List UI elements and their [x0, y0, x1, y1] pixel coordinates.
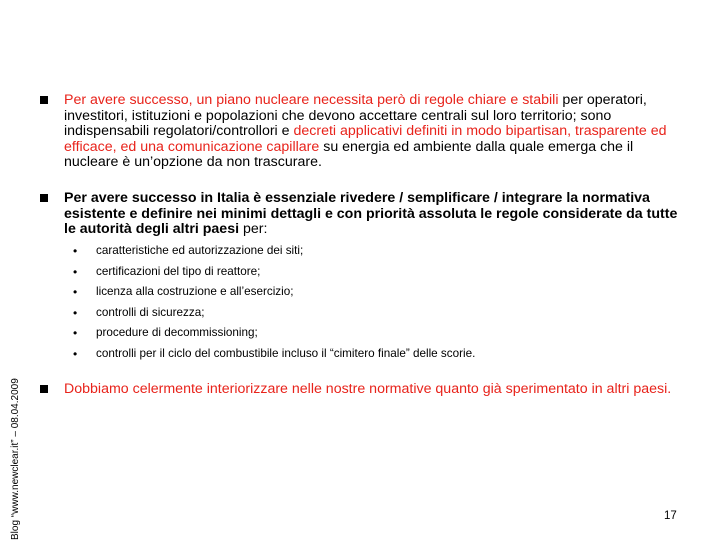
dot-bullet-icon: • [73, 264, 78, 279]
dot-bullet-icon: • [73, 305, 78, 320]
bullet-1-red-intro: Per avere successo, un piano nucleare necessita però di regole chiare e stabili [64, 92, 559, 108]
list-item [73, 244, 633, 265]
bullet-2-tail: per: [239, 221, 268, 238]
list-item [73, 347, 633, 368]
dot-bullet-icon: • [73, 326, 78, 340]
list-item [73, 326, 633, 347]
list-item-text: controlli per il ciclo del combustibile incluso il “cimitero finale” delle scorie. [96, 346, 476, 360]
bullet-3-text: Dobbiamo celermente interiorizzare nelle nostre normative quanto già sperimentato in altri paesi. [64, 381, 672, 397]
list-item-text: controlli di sicurezza; [96, 305, 205, 319]
square-bullet-icon [40, 385, 48, 393]
bullet-2 [40, 191, 680, 238]
list-item-text: certificazioni del tipo di reattore; [96, 264, 261, 278]
bullet-1-text [64, 93, 680, 171]
list-item [73, 285, 633, 306]
dot-bullet-icon: • [73, 346, 78, 361]
bullet-3 [40, 382, 680, 398]
dot-bullet-icon: • [73, 244, 78, 258]
dot-bullet-icon: • [73, 285, 78, 299]
list-item-text: licenza alla costruzione e all’esercizio; [96, 285, 294, 298]
square-bullet-icon [40, 194, 48, 202]
page-number: 17 [664, 510, 677, 522]
bullet-2-text [64, 191, 680, 238]
list-item [73, 306, 633, 327]
list-item-text: caratteristiche ed autorizzazione dei siti; [96, 244, 304, 257]
square-bullet-icon [40, 96, 48, 104]
bullet-1-body: per operatori, investitori, istituzioni e popolazioni che devono accettare centrali sul loro territorio; sono indispensabili regolatori/controllori e [64, 92, 647, 140]
bullet-1-red-highlight: decreti applicativi definiti in modo bipartisan, trasparente ed efficace, ed una comunicazione capillare [64, 123, 667, 155]
bullet-2-bold-text: Per avere successo in Italia è essenziale rivedere / semplificare / integrare la normativa esistente e definire nei minimi dettagli e con priorità assoluta le regole considerate da tutte le autorità degli altri paesi [64, 190, 678, 238]
side-caption: Blog “www.newclear.it” – 08.04.2009 [10, 378, 21, 540]
list-item [73, 265, 633, 286]
list-item-text: procedure di decommissioning; [96, 326, 258, 339]
bullet-1 [40, 93, 680, 171]
sub-list [73, 244, 633, 367]
bullet-1-tail: su energia ed ambiente dalla quale emerga che il nucleare è un’opzione da non trascurare. [64, 138, 634, 171]
